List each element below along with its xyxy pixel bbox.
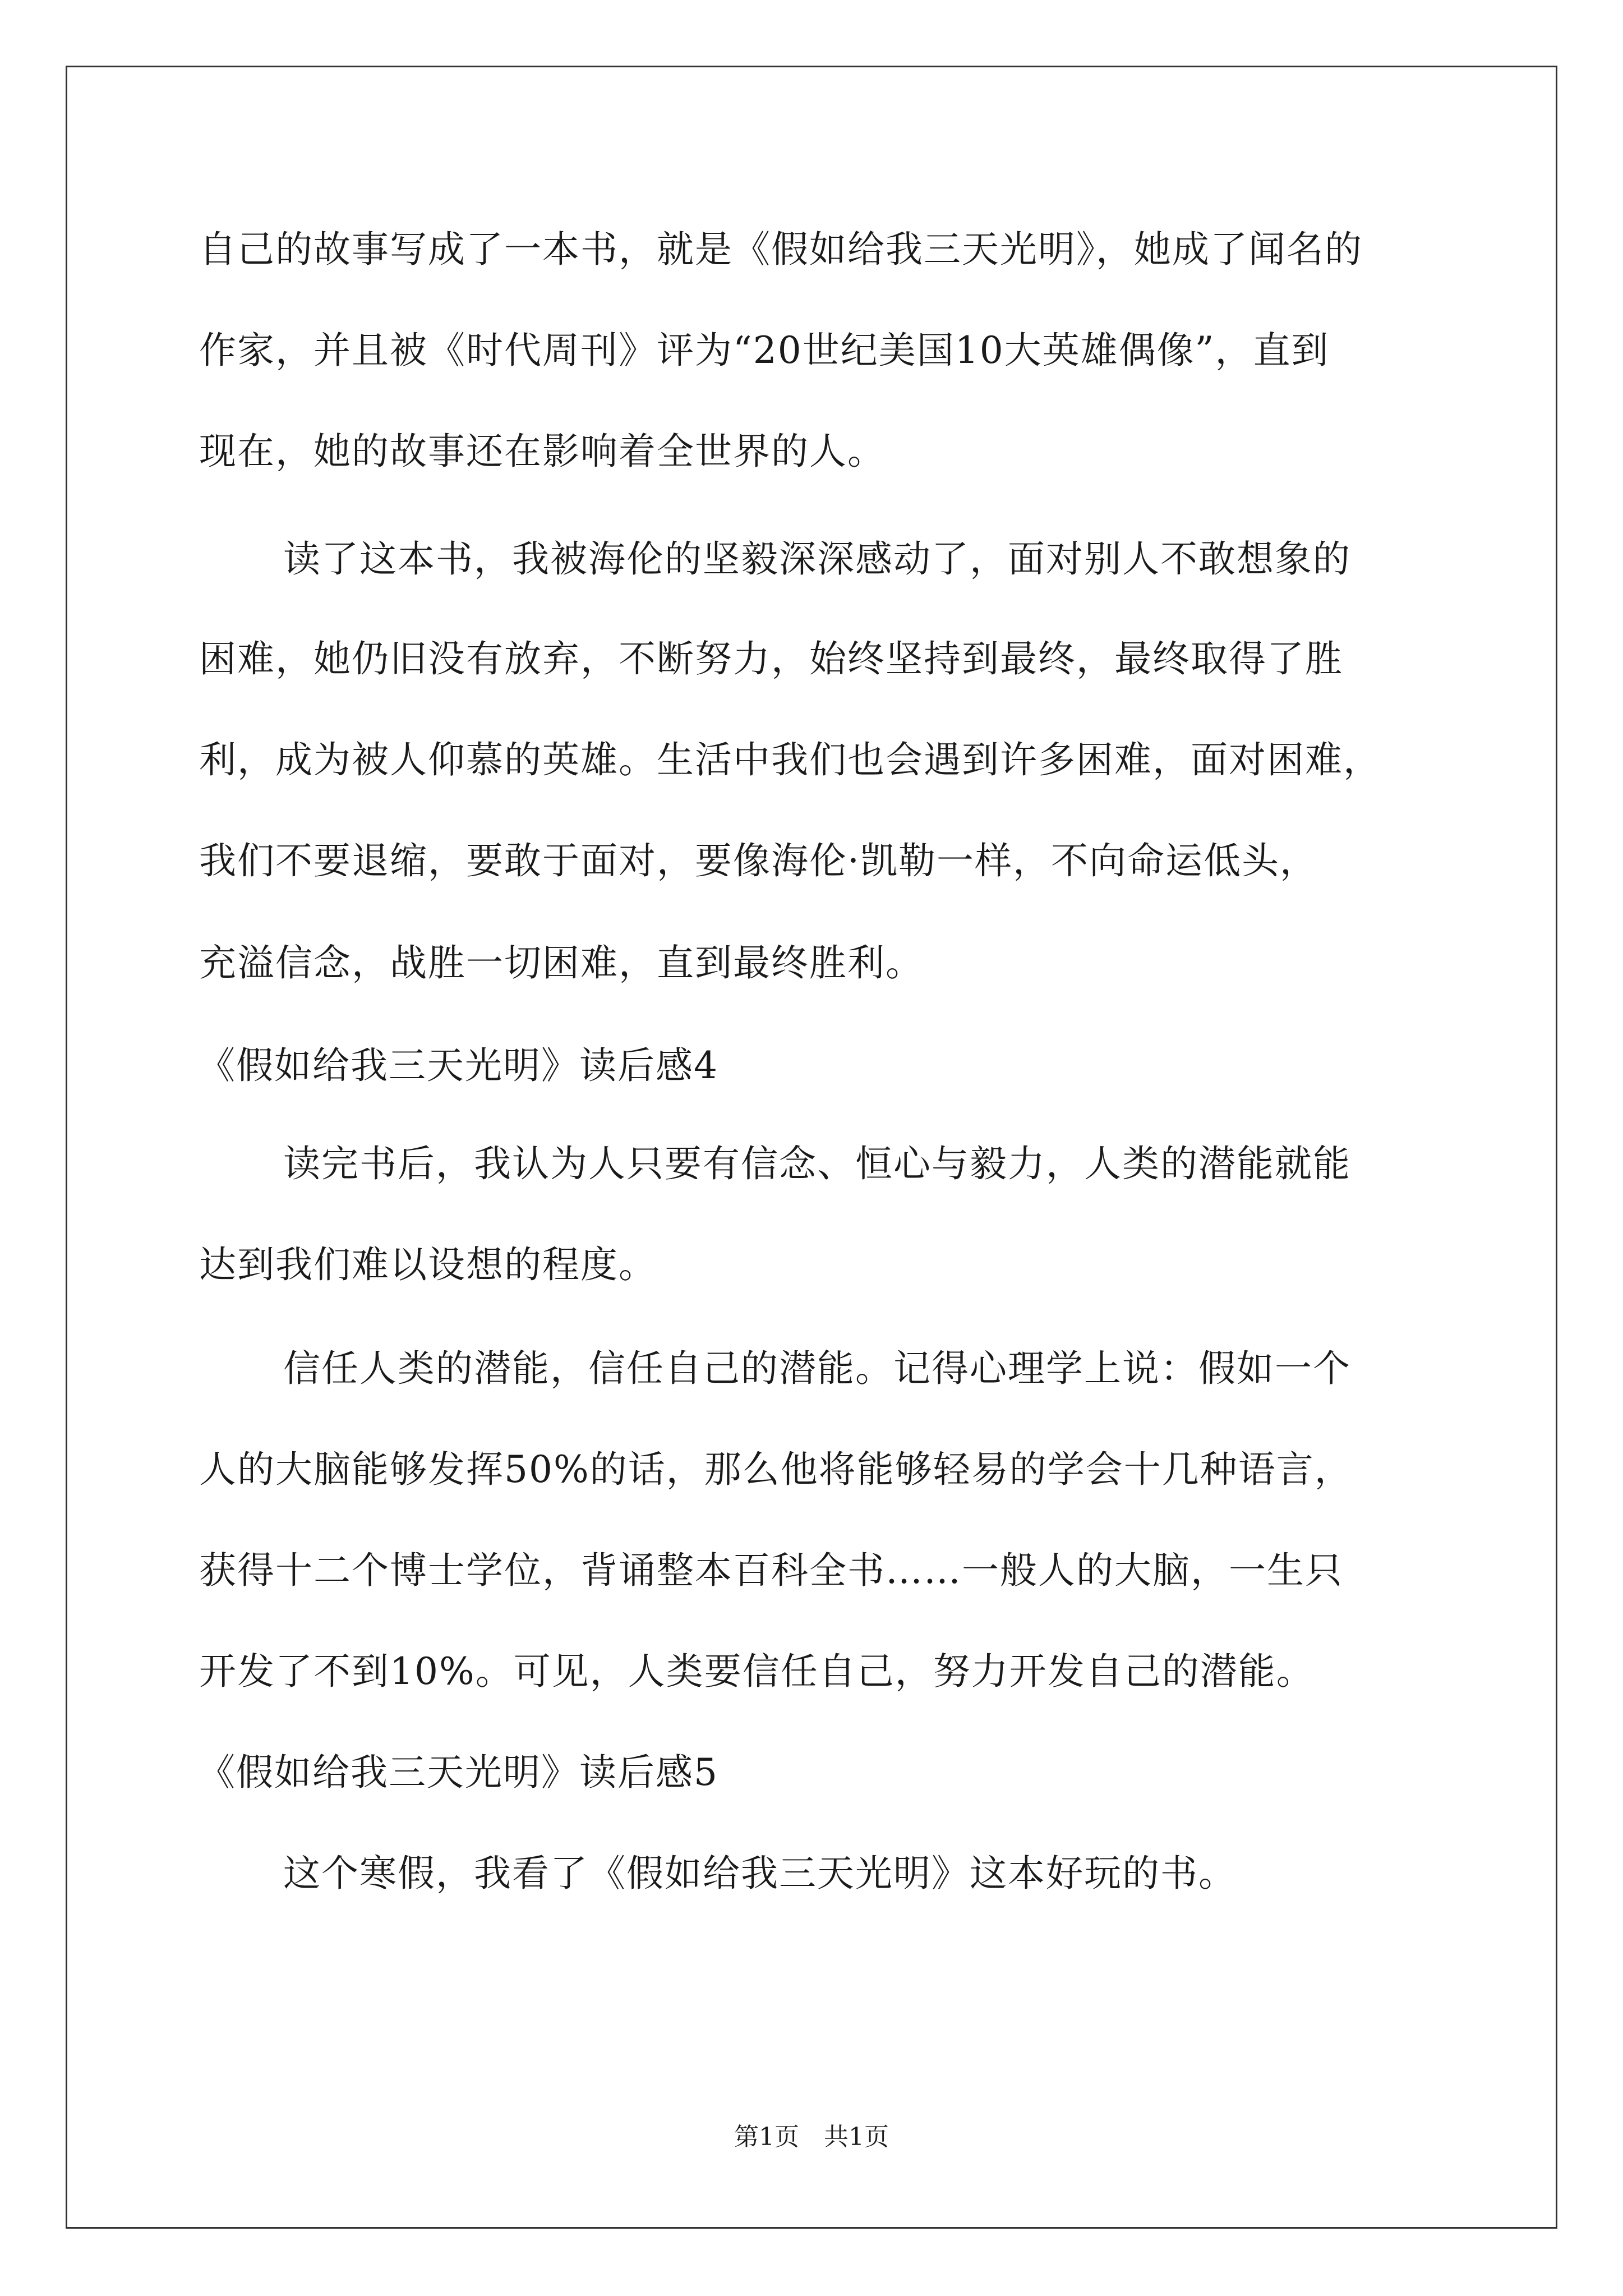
- text-line: 人的大脑能够发挥50%的话，那么他将能够轻易的学会十几种语言，: [199, 1448, 1353, 1491]
- text-line: 信任人类的潜能，信任自己的潜能。记得心理学上说：假如一个: [283, 1347, 1351, 1390]
- text-line: 自己的故事写成了一本书，就是《假如给我三天光明》，她成了闻名的: [199, 228, 1363, 271]
- page-footer: 第1页 共1页: [734, 2123, 889, 2151]
- text-line: 利，成为被人仰慕的英雄。生活中我们也会遇到许多困难，面对困难，: [199, 738, 1381, 781]
- text-line: 充溢信念，战胜一切困难，直到最终胜利。: [199, 941, 924, 984]
- text-line: 读了这本书，我被海伦的坚毅深深感动了，面对别人不敢想象的: [283, 537, 1351, 581]
- text-line: 困难，她仍旧没有放弃，不断努力，始终坚持到最终，最终取得了胜: [199, 637, 1343, 680]
- text-line: 开发了不到10%。可见，人类要信任自己，努力开发自己的潜能。: [199, 1650, 1315, 1693]
- text-line: 读完书后，我认为人只要有信念、恒心与毅力，人类的潜能就能: [283, 1142, 1351, 1185]
- text-line: 获得十二个博士学位，背诵整本百科全书……一般人的大脑，一生只: [199, 1549, 1343, 1592]
- text-line: 现在，她的故事还在影响着全世界的人。: [199, 430, 886, 473]
- text-line: 我们不要退缩，要敢于面对，要像海伦·凯勒一样，不向命运低头，: [199, 839, 1318, 882]
- text-line: 达到我们难以设想的程度。: [199, 1243, 657, 1286]
- text-line: 作家，并且被《时代周刊》评为“20世纪美国10大英雄偶像”，直到: [199, 329, 1330, 372]
- section-heading: 《假如给我三天光明》读后感5: [198, 1751, 718, 1794]
- text-line: 这个寒假，我看了《假如给我三天光明》这本好玩的书。: [283, 1852, 1237, 1895]
- section-heading: 《假如给我三天光明》读后感4: [198, 1044, 718, 1087]
